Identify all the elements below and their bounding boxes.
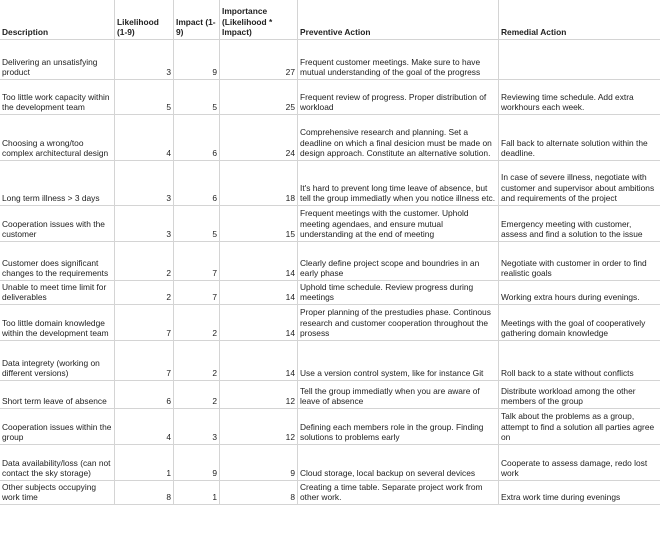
cell-remedial-action[interactable]: Roll back to a state without conflicts [499, 341, 660, 381]
cell-preventive-action[interactable]: Uphold time schedule. Review progress during meetings [298, 281, 499, 305]
header-likelihood[interactable]: Likelihood (1-9) [115, 0, 174, 40]
cell-importance[interactable]: 12 [220, 381, 298, 409]
cell-likelihood[interactable]: 2 [115, 281, 174, 305]
cell-likelihood[interactable]: 7 [115, 305, 174, 341]
cell-remedial-action[interactable]: Fall back to alternate solution within the deadline. [499, 115, 660, 161]
table-row [0, 206, 660, 242]
cell-likelihood[interactable]: 3 [115, 40, 174, 80]
cell-remedial-action[interactable]: Working extra hours during evenings. [499, 281, 660, 305]
table-row [0, 281, 660, 305]
cell-impact[interactable]: 7 [174, 242, 220, 281]
header-description[interactable]: Description [0, 0, 115, 40]
cell-impact[interactable]: 6 [174, 115, 220, 161]
cell-description[interactable]: Too little work capacity within the development team [0, 80, 115, 115]
table-row [0, 481, 660, 505]
cell-preventive-action[interactable]: Frequent customer meetings. Make sure to have mutual understanding of the goal of the progress [298, 40, 499, 80]
cell-importance[interactable]: 9 [220, 445, 298, 481]
cell-preventive-action[interactable]: Cloud storage, local backup on several devices [298, 445, 499, 481]
table-row [0, 242, 660, 281]
table-row [0, 341, 660, 381]
cell-likelihood[interactable]: 4 [115, 409, 174, 445]
cell-impact[interactable]: 6 [174, 161, 220, 206]
cell-remedial-action[interactable]: Talk about the problems as a group, attempt to find a solution all parties agree on [499, 409, 660, 445]
cell-remedial-action[interactable]: Extra work time during evenings [499, 481, 660, 505]
cell-description[interactable]: Data availability/loss (can not contact the sky storage) [0, 445, 115, 481]
cell-likelihood[interactable]: 2 [115, 242, 174, 281]
cell-preventive-action[interactable]: Creating a time table. Separate project work from other work. [298, 481, 499, 505]
cell-remedial-action[interactable]: In case of severe illness, negotiate with customer and supervisor about ambitions and requirements of the project [499, 161, 660, 206]
table-row [0, 305, 660, 341]
cell-importance[interactable]: 12 [220, 409, 298, 445]
cell-description[interactable]: Short term leave of absence [0, 381, 115, 409]
cell-impact[interactable]: 2 [174, 381, 220, 409]
cell-preventive-action[interactable]: Frequent meetings with the customer. Uphold meeting agendaes, and ensure mutual understanding at the end of meeting [298, 206, 499, 242]
table-row [0, 40, 660, 80]
table-row [0, 445, 660, 481]
cell-description[interactable]: Choosing a wrong/too complex architectural design [0, 115, 115, 161]
cell-impact[interactable]: 3 [174, 409, 220, 445]
cell-remedial-action[interactable]: Reviewing time schedule. Add extra workhours each week. [499, 80, 660, 115]
header-impact[interactable]: Impact (1-9) [174, 0, 220, 40]
cell-importance[interactable]: 27 [220, 40, 298, 80]
cell-description[interactable]: Other subjects occupying work time [0, 481, 115, 505]
header-row [0, 0, 660, 40]
cell-importance[interactable]: 14 [220, 341, 298, 381]
header-preventive-action[interactable]: Preventive Action [298, 0, 499, 40]
cell-importance[interactable]: 25 [220, 80, 298, 115]
cell-preventive-action[interactable]: Comprehensive research and planning. Set a deadline on which a final desicion must be made on design approach. Constitute an alternative solution. [298, 115, 499, 161]
cell-likelihood[interactable]: 3 [115, 206, 174, 242]
cell-likelihood[interactable]: 4 [115, 115, 174, 161]
table-row [0, 80, 660, 115]
cell-remedial-action[interactable]: Negotiate with customer in order to find realistic goals [499, 242, 660, 281]
cell-description[interactable]: Customer does significant changes to the requirements [0, 242, 115, 281]
cell-importance[interactable]: 14 [220, 305, 298, 341]
table-row [0, 161, 660, 206]
cell-preventive-action[interactable]: Clearly define project scope and boundries in an early phase [298, 242, 499, 281]
cell-description[interactable]: Too little domain knowledge within the development team [0, 305, 115, 341]
cell-likelihood[interactable]: 8 [115, 481, 174, 505]
cell-remedial-action[interactable]: Cooperate to assess damage, redo lost work [499, 445, 660, 481]
header-importance[interactable]: Importance (Likelihood * Impact) [220, 0, 298, 40]
cell-impact[interactable]: 1 [174, 481, 220, 505]
cell-preventive-action[interactable]: It's hard to prevent long time leave of absence, but tell the group immediatly when you notice illness etc. [298, 161, 499, 206]
cell-importance[interactable]: 14 [220, 242, 298, 281]
cell-impact[interactable]: 9 [174, 445, 220, 481]
cell-description[interactable]: Cooperation issues within the group [0, 409, 115, 445]
cell-description[interactable]: Unable to meet time limit for deliverables [0, 281, 115, 305]
cell-preventive-action[interactable]: Frequent review of progress. Proper distribution of workload [298, 80, 499, 115]
cell-importance[interactable]: 14 [220, 281, 298, 305]
cell-likelihood[interactable]: 5 [115, 80, 174, 115]
cell-description[interactable]: Data integrety (working on different versions) [0, 341, 115, 381]
header-remedial-action[interactable]: Remedial Action [499, 0, 660, 40]
cell-impact[interactable]: 9 [174, 40, 220, 80]
cell-preventive-action[interactable]: Use a version control system, like for instance Git [298, 341, 499, 381]
cell-description[interactable]: Cooperation issues with the customer [0, 206, 115, 242]
cell-remedial-action[interactable]: Emergency meeting with customer, assess and find a solution to the issue [499, 206, 660, 242]
cell-impact[interactable]: 7 [174, 281, 220, 305]
cell-impact[interactable]: 5 [174, 80, 220, 115]
cell-likelihood[interactable]: 3 [115, 161, 174, 206]
cell-impact[interactable]: 5 [174, 206, 220, 242]
cell-impact[interactable]: 2 [174, 305, 220, 341]
cell-description[interactable]: Long term illness > 3 days [0, 161, 115, 206]
table-row [0, 381, 660, 409]
cell-preventive-action[interactable]: Proper planning of the prestudies phase. Continous research and customer cooperation throughout the prosess [298, 305, 499, 341]
cell-importance[interactable]: 24 [220, 115, 298, 161]
cell-likelihood[interactable]: 1 [115, 445, 174, 481]
cell-remedial-action[interactable]: Meetings with the goal of cooperatively gathering domain knowledge [499, 305, 660, 341]
cell-preventive-action[interactable]: Tell the group immediatly when you are aware of leave of absence [298, 381, 499, 409]
cell-preventive-action[interactable]: Defining each members role in the group. Finding solutions to problems early [298, 409, 499, 445]
cell-likelihood[interactable]: 7 [115, 341, 174, 381]
cell-description[interactable]: Delivering an unsatisfying product [0, 40, 115, 80]
cell-impact[interactable]: 2 [174, 341, 220, 381]
table-row [0, 115, 660, 161]
cell-importance[interactable]: 18 [220, 161, 298, 206]
cell-importance[interactable]: 8 [220, 481, 298, 505]
cell-likelihood[interactable]: 6 [115, 381, 174, 409]
table-row [0, 409, 660, 445]
cell-remedial-action[interactable]: Distribute workload among the other members of the group [499, 381, 660, 409]
cell-importance[interactable]: 15 [220, 206, 298, 242]
cell-remedial-action[interactable] [499, 40, 660, 80]
